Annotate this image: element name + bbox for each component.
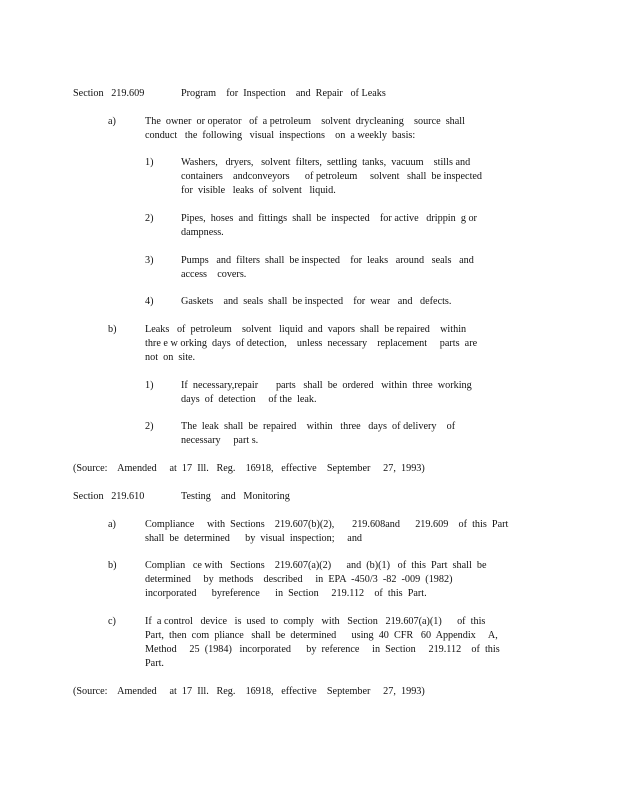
subitem-text-line: Washers, dryers, solvent filters, settling tanks, vacuum stills and — [181, 157, 471, 168]
item-text-line: Part, then com pliance shall be determined using 40 CFR 60 Appendix A, — [145, 630, 498, 641]
subitem-text-line: necessary part s. — [181, 435, 259, 446]
item-text-line: Method 25 (1984) incorporated by reference in Section 219.112 of this — [145, 644, 500, 655]
section-number: Section 219.610 — [73, 491, 145, 502]
item-text-line: Part. — [145, 658, 164, 669]
subitem-text-line: Pumps and filters shall be inspected for leaks around seals and — [181, 255, 474, 266]
subitem-label: 2) — [145, 421, 154, 432]
source-note: (Source: Amended at 17 Ill. Reg. 16918, effective September 27, 1993) — [73, 463, 425, 474]
item-text-line: Complian ce with Sections 219.607(a)(2) and (b)(1) of this Part shall be — [145, 560, 487, 571]
item-text-line: determined by methods described in EPA -450/3 -82 -009 (1982) — [145, 574, 453, 585]
section-title: Testing and Monitoring — [181, 491, 290, 502]
subitem-text-line: days of detection of the leak. — [181, 394, 317, 405]
item-text-line: The owner or operator of a petroleum solvent drycleaning source shall — [145, 116, 465, 127]
item-label: b) — [108, 560, 117, 571]
subitem-label: 4) — [145, 296, 154, 307]
item-text-line: Compliance with Sections 219.607(b)(2), 219.608and 219.609 of this Part — [145, 519, 509, 530]
subitem-text-line: access covers. — [181, 269, 247, 280]
subitem-label: 3) — [145, 255, 154, 266]
item-text-line: shall be determined by visual inspection; and — [145, 533, 363, 544]
item-label: b) — [108, 324, 117, 335]
subitem-text-line: If necessary,repair parts shall be ordered within three working — [181, 380, 472, 391]
item-label: a) — [108, 519, 116, 530]
subitem-label: 1) — [145, 157, 154, 168]
item-text-line: not on site. — [145, 352, 196, 363]
item-label: c) — [108, 616, 116, 627]
item-text-line: If a control device is used to comply with Section 219.607(a)(1) of this — [145, 616, 486, 627]
item-text-line: conduct the following visual inspections on a weekly basis: — [145, 129, 416, 141]
subitem-label: 2) — [145, 213, 154, 224]
section-title: Program for Inspection and Repair of Leaks — [181, 88, 386, 99]
subitem-text-line: Pipes, hoses and fittings shall be inspected for active drippin g or — [181, 213, 477, 224]
source-note: (Source: Amended at 17 Ill. Reg. 16918, effective September 27, 1993) — [73, 686, 425, 697]
subitem-text-line: The leak shall be repaired within three days of delivery of — [181, 421, 456, 432]
item-text-line: incorporated byreference in Section 219.112 of this Part. — [145, 588, 427, 599]
subitem-text-line: dampness. — [181, 227, 224, 238]
item-label: a) — [108, 116, 116, 127]
item-text-line: thre e w orking days of detection, unless necessary replacement parts are — [145, 338, 478, 349]
subitem-text-line: containers andconveyors of petroleum solvent shall be inspected — [181, 171, 483, 182]
subitem-label: 1) — [145, 380, 154, 391]
subitem-text-line: Gaskets and seals shall be inspected for wear and defects. — [181, 296, 452, 307]
item-text-line: Leaks of petroleum solvent liquid and vapors shall be repaired within — [145, 324, 467, 335]
subitem-text-line: for visible leaks of solvent liquid. — [181, 185, 336, 196]
section-number: Section 219.609 — [73, 88, 145, 99]
